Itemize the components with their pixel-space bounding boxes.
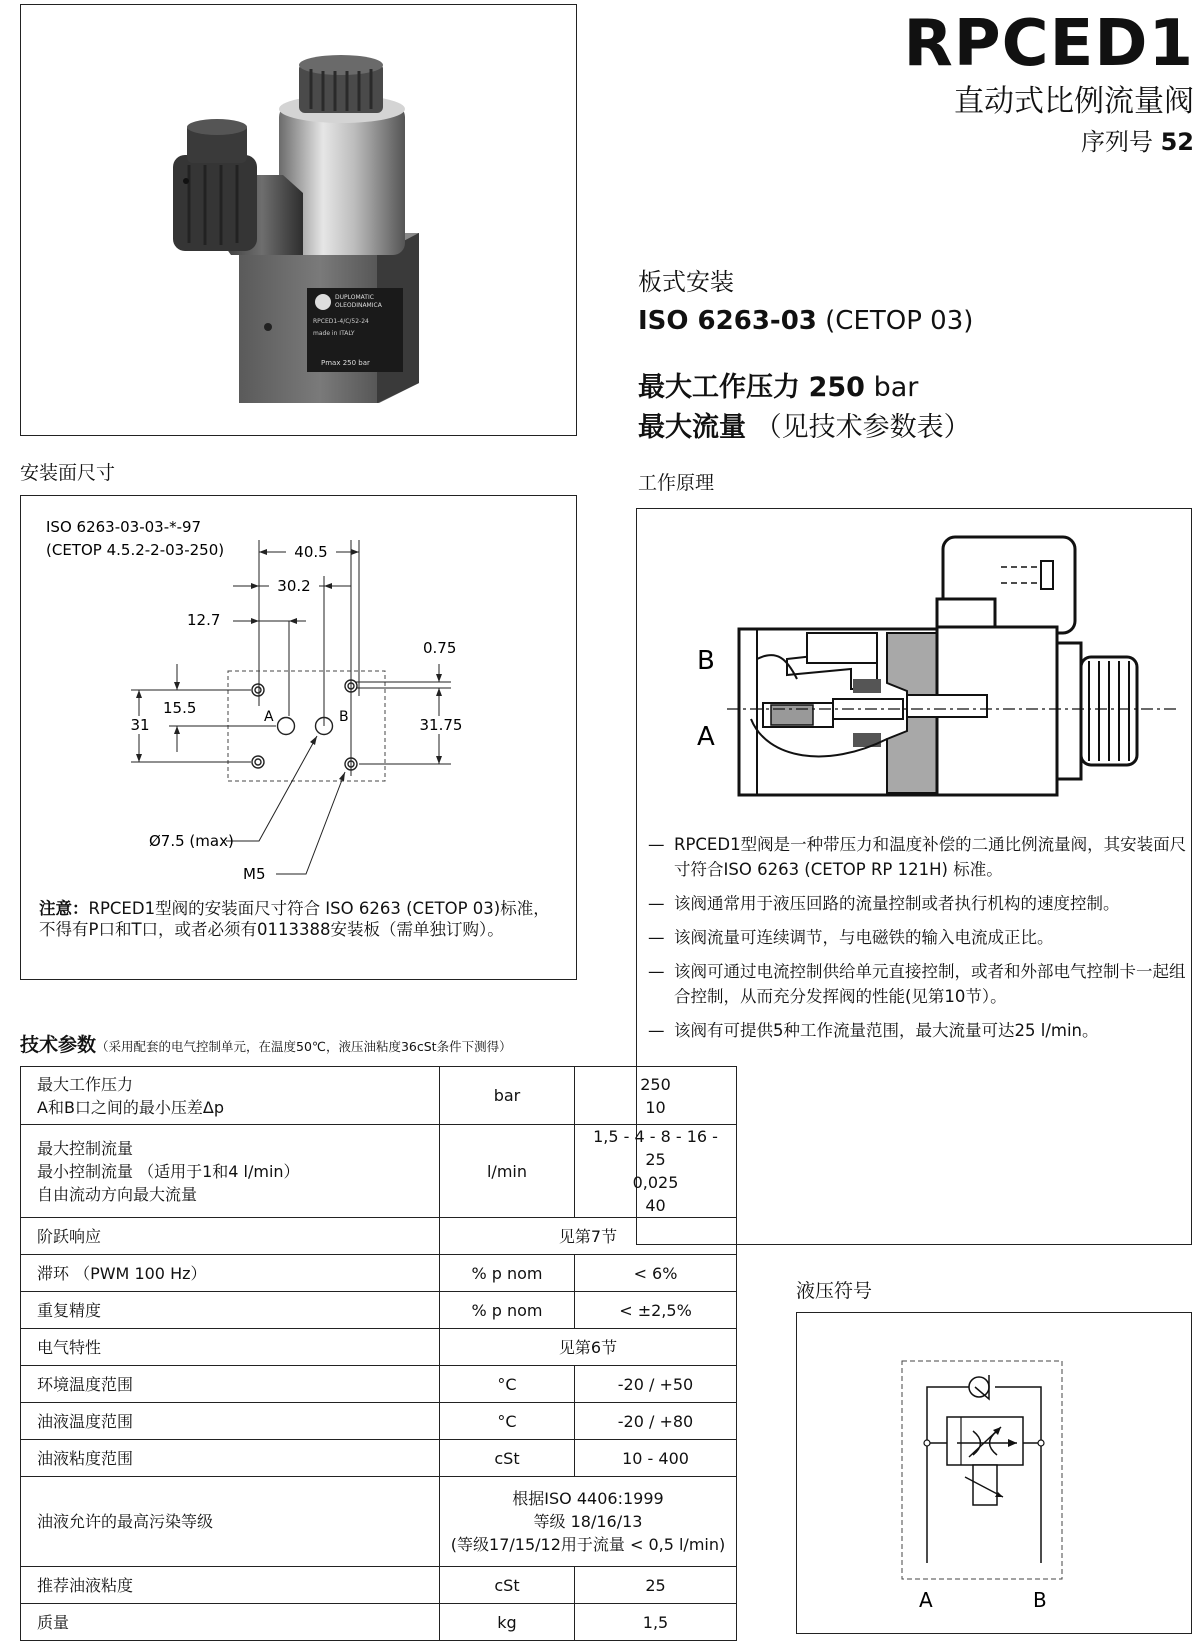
- value-cell: -20 / +80: [575, 1403, 737, 1440]
- mounting-note-text: RPCED1型阀的安装面尺寸符合 ISO 6263 (CETOP 03)标准，不得有P口和T口，或者必须有0113388安装板（需单独订购）。: [39, 899, 550, 939]
- value-cell: 见第6节: [440, 1329, 737, 1366]
- table-row: [21, 1366, 737, 1403]
- std-line2: (CETOP 4.5.2-2-03-250): [46, 541, 225, 559]
- principle-note: — RPCED1型阀是一种带压力和温度补偿的二通比例流量阀，其安装面尺寸符合ISO 6263 (CETOP RP 121H) 标准。: [648, 832, 1188, 882]
- value-text: 250: [640, 1074, 671, 1094]
- max-flow-label: 最大流量: [638, 412, 746, 443]
- value-cell: -20 / +50: [575, 1366, 737, 1403]
- unit-cell: % p nom: [440, 1255, 575, 1292]
- section-port-b: B: [697, 646, 715, 676]
- series-text: 序列号: [1080, 128, 1153, 156]
- dim-40-5: 40.5: [294, 543, 328, 561]
- table-row: [21, 1255, 737, 1292]
- param-cell: 油液温度范围: [21, 1403, 440, 1440]
- max-flow: [638, 410, 971, 446]
- cetop-code: (CETOP 03): [816, 306, 974, 336]
- table-row: [21, 1329, 737, 1366]
- value-cell: < ±2,5%: [575, 1292, 737, 1329]
- product-title: RPCED1: [903, 7, 1194, 81]
- principle-note: — 该阀有可提供5种工作流量范围，最大流量可达25 l/min。: [648, 1018, 1188, 1043]
- value-text: 10: [645, 1097, 666, 1117]
- plate-line2: OLEODINAMICA: [335, 302, 382, 309]
- table-row: [21, 1440, 737, 1477]
- max-flow-note: （见技术参数表）: [754, 412, 971, 443]
- principle-note-text: 该阀可通过电流控制供给单元直接控制，或者和外部电气控制卡一起组合控制，从而充分发挥阀的性能(见第10节）。: [674, 962, 1186, 1006]
- product-photo-frame: [20, 4, 577, 436]
- plate-made: made in ITALY: [313, 330, 355, 337]
- tech-title-main: 技术参数: [20, 1034, 97, 1056]
- principle-note-text: RPCED1型阀是一种带压力和温度补偿的二通比例流量阀，其安装面尺寸符合ISO 6263 (CETOP RP 121H) 标准。: [674, 835, 1187, 879]
- principle-title: 工作原理: [638, 472, 715, 494]
- hydraulic-symbol-frame: [796, 1312, 1192, 1634]
- max-pressure-unit: bar: [873, 372, 919, 403]
- unit-cell: % p nom: [440, 1292, 575, 1329]
- value-cell: 见第7节: [440, 1218, 737, 1255]
- dim-d7-5: Ø7.5 (max): [149, 832, 234, 850]
- port-b-label: B: [339, 709, 349, 725]
- value-cell: [575, 1067, 737, 1125]
- hydraulic-symbol-drawing: [797, 1313, 1190, 1632]
- unit-cell: cSt: [440, 1440, 575, 1477]
- product-subtitle: 直动式比例流量阀: [954, 84, 1194, 119]
- mounting-note-label: 注意：: [39, 899, 89, 918]
- unit-cell: kg: [440, 1604, 575, 1641]
- table-row: [21, 1292, 737, 1329]
- symbol-port-a: A: [919, 1588, 933, 1612]
- table-row: [21, 1567, 737, 1604]
- principle-section-drawing: [637, 509, 1190, 819]
- iso-code: ISO 6263-03: [638, 306, 817, 336]
- value-cell: [575, 1125, 737, 1218]
- value-text: 1,5 - 4 - 8 - 16 - 25: [593, 1127, 718, 1169]
- param-cell: 推荐油液粘度: [21, 1567, 440, 1604]
- dim-12-7: 12.7: [187, 611, 221, 629]
- table-row: [21, 1403, 737, 1440]
- principle-note-text: 该阀通常用于液压回路的流量控制或者执行机构的速度控制。: [674, 894, 1120, 913]
- principle-note-text: 该阀流量可连续调节，与电磁铁的输入电流成正比。: [674, 928, 1054, 947]
- tech-title-condition: （采用配套的电气控制单元，在温度50℃，液压油粘度36cSt条件下测得）: [96, 1039, 512, 1054]
- hydraulic-symbol-title: 液压符号: [796, 1280, 873, 1302]
- section-port-a: A: [697, 722, 715, 752]
- name-plate: [307, 288, 403, 372]
- dim-31: 31: [130, 716, 150, 734]
- principle-note: — 该阀可通过电流控制供给单元直接控制，或者和外部电气控制卡一起组合控制，从而充分发挥阀的性能(见第10节）。: [648, 959, 1188, 1009]
- table-row: [21, 1477, 737, 1567]
- unit-cell: cSt: [440, 1567, 575, 1604]
- series-number: 52: [1160, 128, 1194, 156]
- value-cell: 1,5: [575, 1604, 737, 1641]
- mounting-surface-frame: [20, 495, 577, 980]
- mounting-type: 板式安装: [638, 268, 734, 296]
- table-row: [21, 1067, 737, 1125]
- mounting-standard: [638, 304, 973, 338]
- series-label: [1081, 126, 1194, 158]
- max-pressure-label: 最大工作压力: [638, 372, 800, 403]
- value-cell: < 6%: [575, 1255, 737, 1292]
- param-cell: 油液允许的最高污染等级: [21, 1477, 440, 1567]
- param-cell: [21, 1125, 440, 1218]
- mounting-surface-title: 安装面尺寸: [20, 462, 116, 484]
- param-text: 最大工作压力: [37, 1074, 134, 1094]
- value-text: (等级17/15/12用于流量 < 0,5 l/min): [450, 1535, 726, 1554]
- param-cell: 油液粘度范围: [21, 1440, 440, 1477]
- principle-note: — 该阀通常用于液压回路的流量控制或者执行机构的速度控制。: [648, 891, 1188, 916]
- value-text: 根据ISO 4406:1999: [512, 1489, 664, 1508]
- dim-15-5: 15.5: [163, 699, 197, 717]
- param-cell: 滞环 （PWM 100 Hz）: [21, 1255, 440, 1292]
- table-row: [21, 1125, 737, 1218]
- param-text: 最小控制流量 （适用于1和4 l/min）: [37, 1161, 300, 1181]
- std-line1: ISO 6263-03-03-*-97: [46, 518, 202, 536]
- unit-cell: l/min: [440, 1125, 575, 1218]
- param-text: 自由流动方向最大流量: [37, 1184, 198, 1204]
- tech-title: [20, 1030, 512, 1057]
- param-cell: [21, 1067, 440, 1125]
- dim-30-2: 30.2: [277, 577, 311, 595]
- param-text: 最大控制流量: [37, 1138, 134, 1158]
- tech-table: [20, 1066, 737, 1641]
- mounting-note: [39, 898, 559, 940]
- principle-note-text: 该阀有可提供5种工作流量范围，最大流量可达25 l/min。: [674, 1021, 1099, 1040]
- max-pressure-value: 250: [808, 372, 865, 403]
- param-cell: 环境温度范围: [21, 1366, 440, 1403]
- param-cell: 质量: [21, 1604, 440, 1641]
- plate-model: RPCED1-4/C/52-24: [313, 318, 369, 325]
- unit-cell: bar: [440, 1067, 575, 1125]
- value-cell: 10 - 400: [575, 1440, 737, 1477]
- principle-note: — 该阀流量可连续调节，与电磁铁的输入电流成正比。: [648, 925, 1188, 950]
- value-text: 40: [645, 1196, 666, 1215]
- port-a-label: A: [264, 709, 274, 725]
- symbol-port-b: B: [1033, 1588, 1047, 1612]
- value-text: 0,025: [632, 1173, 679, 1192]
- param-cell: 阶跃响应: [21, 1218, 440, 1255]
- dim-m5: M5: [243, 865, 266, 883]
- value-cell: 25: [575, 1567, 737, 1604]
- table-row: [21, 1218, 737, 1255]
- value-text: 等级 18/16/13: [533, 1512, 643, 1531]
- dim-0-75: 0.75: [423, 639, 457, 657]
- value-cell: [440, 1477, 737, 1567]
- plate-pressure: Pmax 250 bar: [321, 359, 370, 367]
- table-row: [21, 1604, 737, 1641]
- param-text: A和B口之间的最小压差Δp: [37, 1097, 225, 1117]
- dim-31-75: 31.75: [419, 716, 463, 734]
- param-cell: 重复精度: [21, 1292, 440, 1329]
- unit-cell: °C: [440, 1366, 575, 1403]
- plate-line1: DUPLOMATIC: [335, 294, 374, 301]
- product-photo: [21, 5, 575, 434]
- max-pressure: [638, 370, 918, 406]
- unit-cell: °C: [440, 1403, 575, 1440]
- param-cell: 电气特性: [21, 1329, 440, 1366]
- principle-notes: [648, 832, 1188, 1052]
